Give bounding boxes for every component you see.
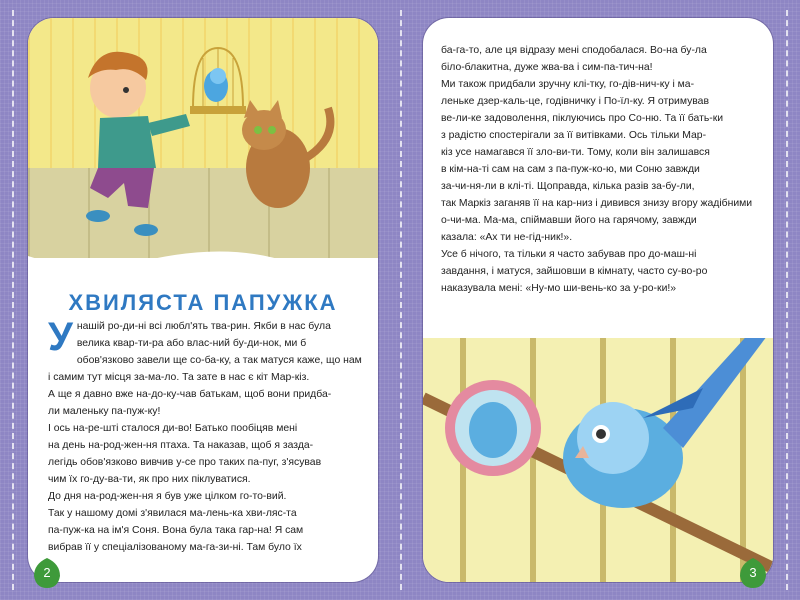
text-line: ли маленьку па-пуж-ку! — [48, 406, 161, 417]
parrot-scene — [423, 338, 773, 582]
stitch-center — [400, 10, 402, 590]
story-title: ХВИЛЯСТА ПАПУЖКА — [68, 290, 338, 315]
text-line: вибрав її у спеціалізованому ма-га-зи-ні. Там було їх — [48, 542, 302, 553]
cat-figure — [242, 100, 330, 208]
illustration-figures — [28, 18, 378, 258]
dropcap: У — [48, 315, 73, 359]
stitch-left — [12, 10, 14, 590]
text-line: з радістю спостерігали за її витівками. Ось тільки Мар- — [441, 130, 707, 141]
text-line: Ми також придбали зручну клі-тку, го-дів-нич-ку і ма- — [441, 79, 695, 90]
text-line: А ще я давно вже на-до-ку-чав батькам, щоб вони придба- — [48, 389, 332, 400]
story-text-right — [441, 42, 759, 297]
text-line: нашій ро-ди-ні всі любл'ять тва-рин. Якби в нас була — [76, 321, 331, 332]
text-line: біло-блакитна, дуже жва-ва і сим-па-тич-на! — [441, 62, 653, 73]
text-line: в кім-на-ті сам на сам з па-пуж-ко-ю, ми Соню завжди — [441, 164, 700, 175]
boy-figure — [86, 52, 190, 236]
text-line: леньке дзер-каль-це, годівничку і По-їл-ку. Я отримував — [441, 96, 709, 107]
text-line: ба-га-то, але ця відразу мені сподобалася. Во-на бу-ла — [441, 45, 707, 56]
text-line: о-чи-ма. Ма-ма, спіймавши його на гарячому, завжди — [441, 215, 697, 226]
right-page — [423, 18, 773, 582]
text-line: за-чи-ня-ли в клі-ті. Щоправда, кілька разів за-бу-ли, — [441, 181, 695, 192]
page-number-text: 3 — [749, 565, 757, 580]
text-line: велика квар-ти-ра або влас-ний бу-ди-нок, ми б — [76, 338, 307, 349]
text-line: казала: «Ах ти не-гід-ник!». — [441, 232, 573, 243]
bird-cage — [190, 48, 246, 114]
text-line: наказувала мені: «Ну-мо ши-вень-ко за у-ро-ки!» — [441, 283, 677, 294]
parrot-mirror-illustration — [423, 338, 773, 582]
text-line: па-пуж-ка на ім'я Соня. Вона була така гар-на! Я сам — [48, 525, 304, 536]
page-number-text: 2 — [43, 565, 51, 580]
text-line: на день на-род-жен-ня птаха. Та наказав, щоб я зазда- — [48, 440, 314, 451]
text-line: Усе б нічого, та тільки я часто забував про до-маш-ні — [441, 249, 697, 260]
text-line: І ось на-ре-шті сталося ди-во! Батько пообіцяв мені — [48, 423, 298, 434]
text-line: легідь обов'язково вивчив у-се про таких па-пуг, з'ясував — [48, 457, 322, 468]
stitch-right — [786, 10, 788, 590]
text-line: і самим тут місця за-ма-ло. Та зате в нас є кіт Мар-кіз. — [48, 372, 310, 383]
text-line: До дня на-род-жен-ня я був уже цілком го-то-вий. — [48, 491, 287, 502]
text-line: так Маркіз заганяв її на кар-низ і дивився знизу вгору жадібними — [441, 198, 753, 209]
story-text-left — [48, 315, 362, 556]
text-line: кіз усе намагався її зло-ви-ти. Тому, коли він залишався — [441, 147, 710, 158]
boy-parrot-cat-illustration — [28, 18, 378, 258]
text-line: чим їх го-ду-ва-ти, як про них піклуватися. — [48, 474, 251, 485]
text-line: завдання, і матуся, зайшовши в кімнату, часто су-во-ро — [441, 266, 708, 277]
wave-divider — [28, 246, 378, 286]
left-page — [28, 18, 378, 582]
text-line: ве-ли-ке задоволення, піклуючись про Со-ню. Та її бать-ки — [441, 113, 724, 124]
text-line: Так у нашому домі з'явилася ма-лень-ка хви-ляс-та — [48, 508, 297, 519]
page-number-right — [736, 556, 770, 590]
page-number-left — [30, 556, 64, 590]
mirror — [445, 380, 541, 476]
text-line: обов'язково завели ще со-ба-ку, а так матуся каже, що нам — [76, 355, 362, 366]
